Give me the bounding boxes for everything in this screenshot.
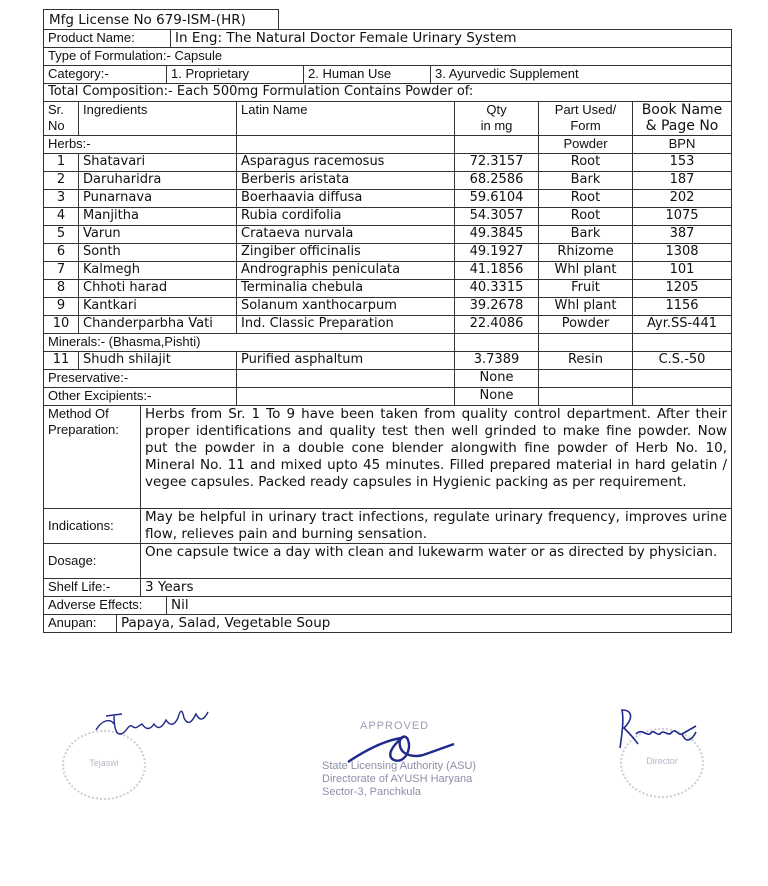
right-signature bbox=[612, 704, 712, 754]
method-label-2: Preparation: bbox=[48, 422, 119, 437]
herb-name: Manjitha bbox=[79, 208, 237, 226]
herb-latin: Crataeva nurvala bbox=[237, 226, 455, 244]
herb-qty: 40.3315 bbox=[455, 280, 539, 298]
header-no: No bbox=[48, 118, 65, 133]
table-row bbox=[44, 316, 732, 334]
method-text: Herbs from Sr. 1 To 9 have been taken from quality control department. After their proper identifications and quality test then well grinded to make fine powder. Now put the powder in a double cone blender alongwith fine powder of Herb No. 10, Mineral No. 11 and mixed upto 45 minutes. Filled prepared material in hard gelatin / vegee capsules. Packed ready capsules in Hygienic packing as per requirement. bbox=[140, 406, 731, 508]
herb-part: Bark bbox=[539, 172, 633, 190]
herb-no: 1 bbox=[44, 154, 79, 172]
herb-part: Whl plant bbox=[539, 298, 633, 316]
approval-line-2: Directorate of AYUSH Haryana bbox=[322, 773, 473, 785]
herb-name: Shatavari bbox=[79, 154, 237, 172]
category-label: Category:- bbox=[48, 66, 109, 81]
herb-latin: Solanum xanthocarpum bbox=[237, 298, 455, 316]
header-part: Part Used/ bbox=[554, 102, 617, 117]
herb-part: Fruit bbox=[539, 280, 633, 298]
herb-name: Chanderparbha Vati bbox=[79, 316, 237, 334]
method-label: Method Of bbox=[48, 406, 109, 421]
dosage-label: Dosage: bbox=[48, 553, 97, 568]
preservative-qty: None bbox=[455, 370, 539, 388]
herb-qty: 72.3157 bbox=[455, 154, 539, 172]
herb-page: 1205 bbox=[633, 280, 732, 298]
left-stamp-text: Tejaswi bbox=[89, 758, 119, 768]
herb-qty: 22.4086 bbox=[455, 316, 539, 334]
herb-no: 3 bbox=[44, 190, 79, 208]
herbs-list bbox=[44, 154, 732, 334]
category-proprietary: 1. Proprietary bbox=[166, 66, 303, 83]
herb-no: 6 bbox=[44, 244, 79, 262]
herb-qty: 49.1927 bbox=[455, 244, 539, 262]
herb-latin: Terminalia chebula bbox=[237, 280, 455, 298]
herb-part: Whl plant bbox=[539, 262, 633, 280]
herbs-form: Powder bbox=[539, 136, 633, 154]
table-row bbox=[44, 244, 732, 262]
preservative-label: Preservative:- bbox=[44, 370, 237, 388]
table-row bbox=[44, 190, 732, 208]
approval-title: APPROVED bbox=[360, 720, 430, 732]
herb-page: 1308 bbox=[633, 244, 732, 262]
category-human-use: 2. Human Use bbox=[303, 66, 430, 83]
indications-text: May be helpful in urinary tract infections, regulate urinary frequency, improves urine flow, relieves pain and burning sensation. bbox=[140, 509, 731, 543]
formulation-table bbox=[43, 29, 732, 633]
right-stamp-text: Director bbox=[646, 756, 678, 766]
mfg-license: Mfg License No 679-ISM-(HR) bbox=[43, 9, 279, 29]
herb-no: 2 bbox=[44, 172, 79, 190]
mineral-latin: Purified asphaltum bbox=[237, 352, 455, 370]
excipients-qty: None bbox=[455, 388, 539, 406]
herb-qty: 59.6104 bbox=[455, 190, 539, 208]
herb-part: Bark bbox=[539, 226, 633, 244]
category-ayurvedic: 3. Ayurvedic Supplement bbox=[430, 66, 583, 83]
header-sr: Sr. bbox=[48, 102, 64, 117]
formulation-type: Type of Formulation:- Capsule bbox=[44, 48, 732, 66]
anupan-value: Papaya, Salad, Vegetable Soup bbox=[116, 615, 334, 632]
header-page: & Page No bbox=[645, 118, 719, 134]
mineral-name: Shudh shilajit bbox=[79, 352, 237, 370]
herb-page: 1075 bbox=[633, 208, 732, 226]
herb-part: Rhizome bbox=[539, 244, 633, 262]
herb-page: 387 bbox=[633, 226, 732, 244]
herb-page: 202 bbox=[633, 190, 732, 208]
herb-no: 4 bbox=[44, 208, 79, 226]
mineral-page: C.S.-50 bbox=[633, 352, 732, 370]
herb-part: Root bbox=[539, 208, 633, 226]
table-row bbox=[44, 172, 732, 190]
herb-latin: Boerhaavia diffusa bbox=[237, 190, 455, 208]
header-latin: Latin Name bbox=[237, 102, 455, 136]
herb-name: Sonth bbox=[79, 244, 237, 262]
herb-latin: Andrographis peniculata bbox=[237, 262, 455, 280]
minerals-label: Minerals:- (Bhasma,Pishti) bbox=[44, 334, 455, 352]
herb-qty: 41.1856 bbox=[455, 262, 539, 280]
herb-name: Punarnava bbox=[79, 190, 237, 208]
mineral-qty: 3.7389 bbox=[455, 352, 539, 370]
herb-part: Root bbox=[539, 190, 633, 208]
herb-qty: 49.3845 bbox=[455, 226, 539, 244]
table-row bbox=[44, 208, 732, 226]
dosage-text: One capsule twice a day with clean and lukewarm water or as directed by physician. bbox=[140, 544, 731, 578]
shelf-life-value: 3 Years bbox=[140, 579, 198, 596]
excipients-label: Other Excipients:- bbox=[44, 388, 237, 406]
herb-latin: Zingiber officinalis bbox=[237, 244, 455, 262]
herb-no: 9 bbox=[44, 298, 79, 316]
herb-name: Chhoti harad bbox=[79, 280, 237, 298]
herb-no: 8 bbox=[44, 280, 79, 298]
table-row bbox=[44, 262, 732, 280]
product-name-label: Product Name: bbox=[48, 30, 135, 45]
table-row bbox=[44, 298, 732, 316]
herb-page: 187 bbox=[633, 172, 732, 190]
herb-name: Kalmegh bbox=[79, 262, 237, 280]
table-row bbox=[44, 352, 732, 370]
herb-no: 7 bbox=[44, 262, 79, 280]
herb-no: 5 bbox=[44, 226, 79, 244]
table-row bbox=[44, 280, 732, 298]
herb-latin: Ind. Classic Preparation bbox=[237, 316, 455, 334]
herbs-book: BPN bbox=[633, 136, 732, 154]
herb-page: Ayr.SS-441 bbox=[633, 316, 732, 334]
approval-stamp bbox=[318, 720, 488, 810]
herb-page: 153 bbox=[633, 154, 732, 172]
total-composition: Total Composition:- Each 500mg Formulation Contains Powder of: bbox=[44, 84, 732, 102]
mineral-no: 11 bbox=[44, 352, 79, 370]
product-name-value: In Eng: The Natural Doctor Female Urinary System bbox=[170, 30, 521, 47]
herb-name: Varun bbox=[79, 226, 237, 244]
indications-label: Indications: bbox=[48, 518, 114, 533]
herb-page: 101 bbox=[633, 262, 732, 280]
herb-qty: 39.2678 bbox=[455, 298, 539, 316]
header-qty: Qty bbox=[486, 102, 507, 117]
herb-no: 10 bbox=[44, 316, 79, 334]
adverse-effects-label: Adverse Effects: bbox=[48, 597, 143, 612]
herb-name: Kantkari bbox=[79, 298, 237, 316]
adverse-effects-value: Nil bbox=[166, 597, 193, 614]
header-book: Book Name bbox=[641, 102, 723, 118]
table-row bbox=[44, 226, 732, 244]
anupan-label: Anupan: bbox=[48, 615, 97, 630]
header-form: Form bbox=[570, 118, 601, 133]
herb-latin: Asparagus racemosus bbox=[237, 154, 455, 172]
header-ingredients: Ingredients bbox=[79, 102, 237, 136]
table-row bbox=[44, 154, 732, 172]
shelf-life-label: Shelf Life:- bbox=[48, 579, 111, 594]
herb-part: Powder bbox=[539, 316, 633, 334]
header-mg: in mg bbox=[480, 118, 513, 133]
approval-line-1: State Licensing Authority (ASU) bbox=[322, 760, 477, 772]
herb-latin: Rubia cordifolia bbox=[237, 208, 455, 226]
approval-line-3: Sector-3, Panchkula bbox=[322, 786, 422, 798]
herbs-label: Herbs:- bbox=[44, 136, 237, 154]
herb-page: 1156 bbox=[633, 298, 732, 316]
mineral-part: Resin bbox=[539, 352, 633, 370]
herb-latin: Berberis aristata bbox=[237, 172, 455, 190]
herb-qty: 54.3057 bbox=[455, 208, 539, 226]
herb-qty: 68.2586 bbox=[455, 172, 539, 190]
left-signature bbox=[92, 700, 232, 746]
herb-name: Daruharidra bbox=[79, 172, 237, 190]
herb-part: Root bbox=[539, 154, 633, 172]
